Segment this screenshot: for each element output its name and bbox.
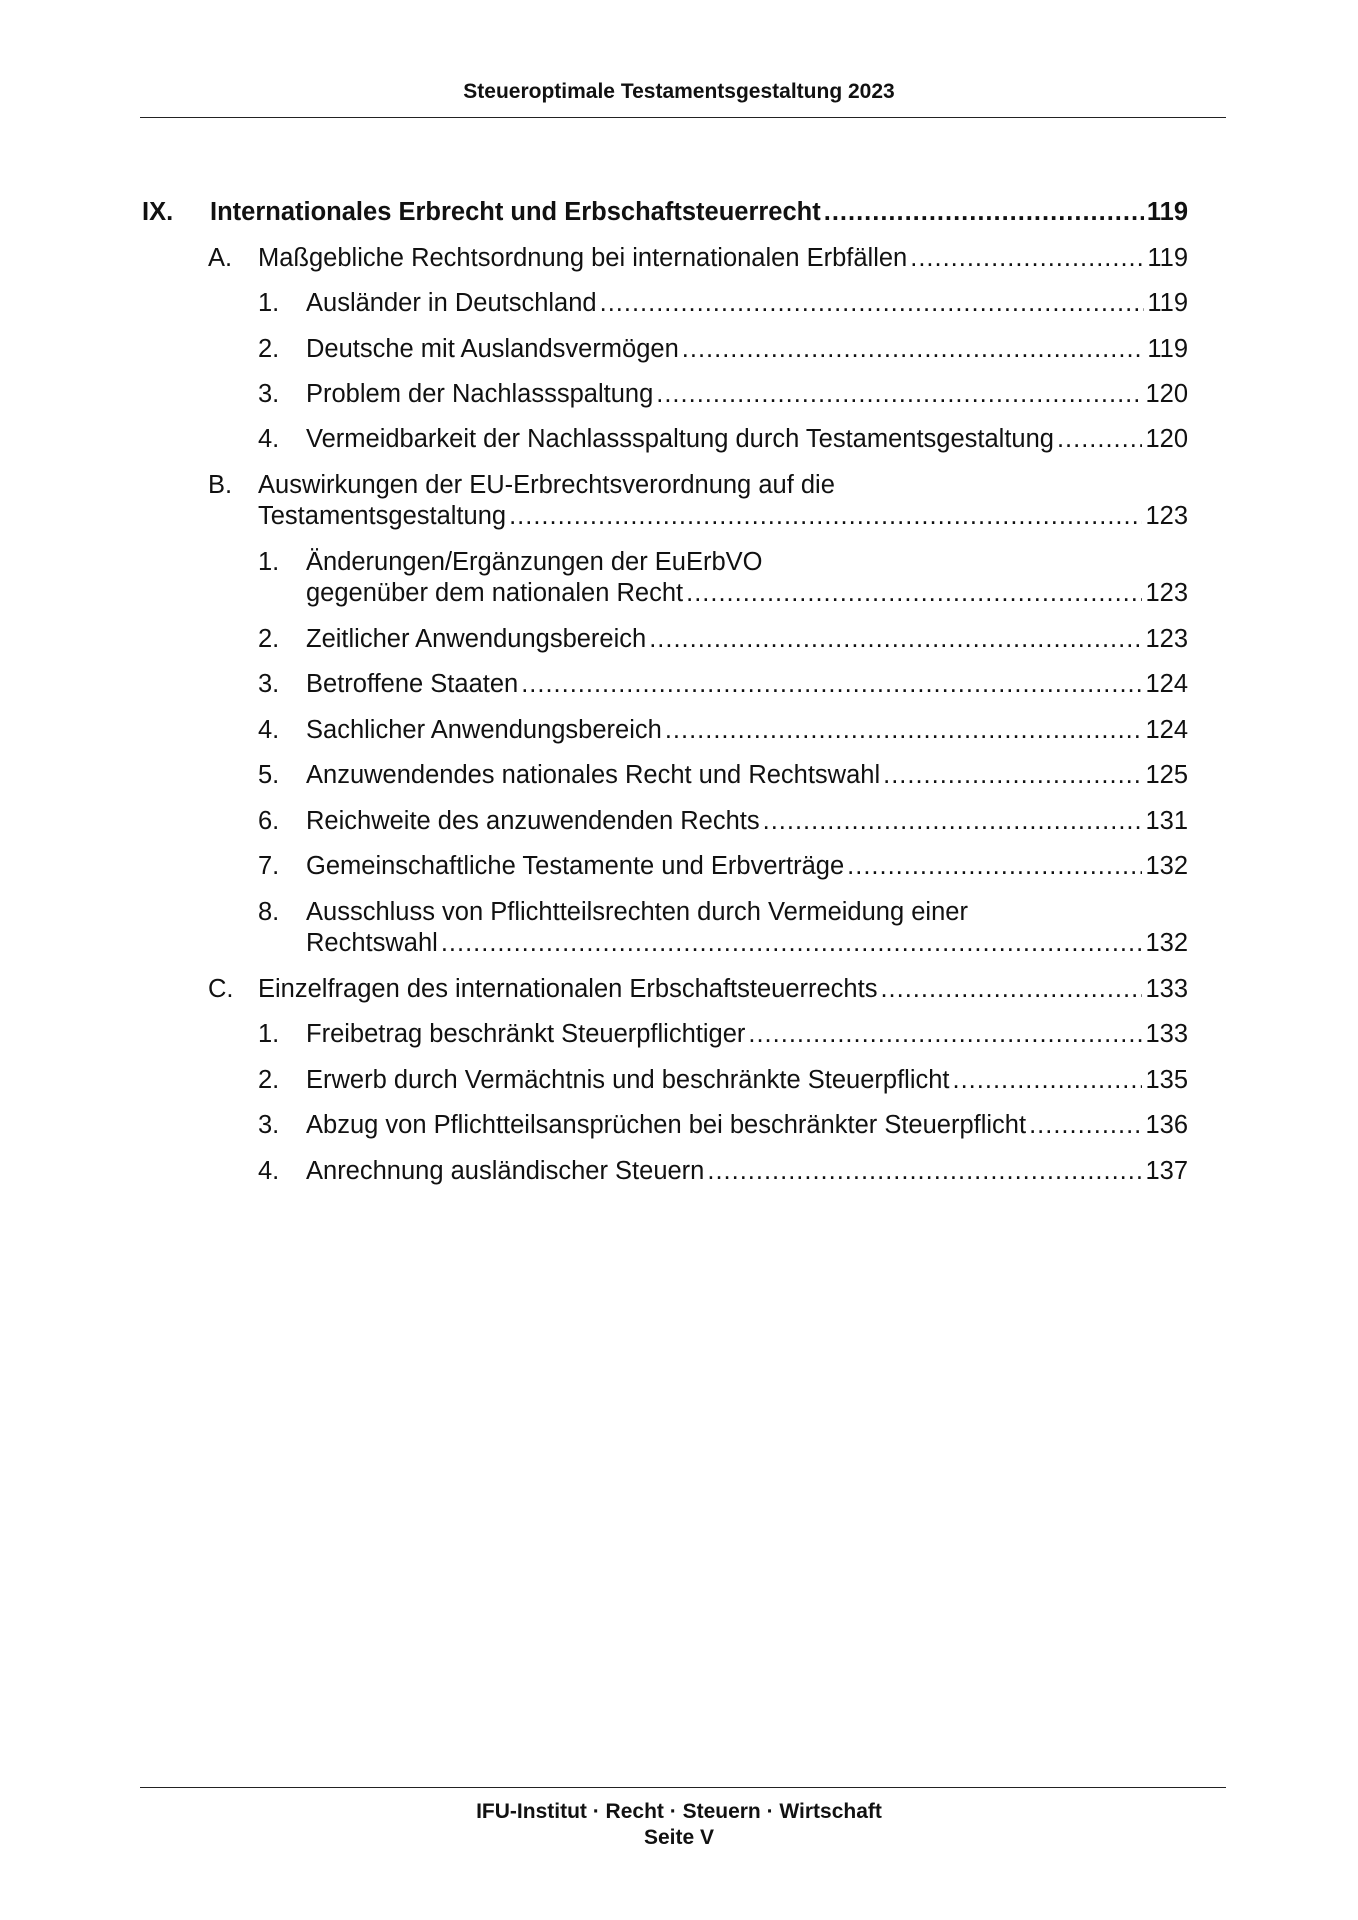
toc-page-number: 137 bbox=[1145, 1157, 1188, 1185]
toc-leader-dots bbox=[1057, 424, 1142, 455]
toc-item-title: Anzuwendendes nationales Recht und Rechtswahl bbox=[306, 761, 881, 789]
toc-item-title: Gemeinschaftliche Testamente und Erbverträge bbox=[306, 852, 845, 880]
toc-item-title: Betroffene Staaten bbox=[306, 670, 519, 698]
toc-item-a2[interactable] bbox=[0, 334, 1358, 365]
toc-leader-dots bbox=[600, 288, 1145, 319]
toc-leader-dots bbox=[953, 1065, 1143, 1096]
toc-item-title-line1: Änderungen/Ergänzungen der EuErbVO bbox=[306, 548, 763, 576]
toc-item-b4[interactable] bbox=[0, 715, 1358, 746]
toc-item-number: 5. bbox=[258, 761, 280, 789]
toc-item-number: 4. bbox=[258, 716, 280, 744]
toc-chapter-number: IX. bbox=[142, 198, 174, 226]
toc-item-title: Anrechnung ausländischer Steuern bbox=[306, 1157, 705, 1185]
toc-item-number: 4. bbox=[258, 1157, 280, 1185]
toc-page-number: 136 bbox=[1145, 1111, 1188, 1139]
toc-leader-dots bbox=[880, 974, 1142, 1005]
header-title: Steueroptimale Testamentsgestaltung 2023 bbox=[463, 80, 895, 103]
toc-section-title-line2: Testamentsgestaltung bbox=[258, 502, 507, 530]
toc-leader-dots bbox=[847, 851, 1142, 882]
toc-item-c4[interactable] bbox=[0, 1156, 1358, 1187]
toc-section-title: Maßgebliche Rechtsordnung bei internationalen Erbfällen bbox=[258, 244, 908, 272]
toc-item-number: 2. bbox=[258, 1066, 280, 1094]
toc-item-number: 1. bbox=[258, 1020, 280, 1048]
toc-page-number: 123 bbox=[1145, 502, 1188, 530]
toc-item-number: 3. bbox=[258, 670, 280, 698]
toc-item-title: Freibetrag beschränkt Steuerpflichtiger bbox=[306, 1020, 746, 1048]
toc-chapter-title: Internationales Erbrecht und Erbschaftsteuerrecht bbox=[210, 198, 821, 226]
toc-section-number: B. bbox=[208, 471, 233, 499]
footer-divider bbox=[140, 1787, 1226, 1788]
toc-item-a4[interactable] bbox=[0, 424, 1358, 455]
toc-item-title: Erwerb durch Vermächtnis und beschränkte Steuerpflicht bbox=[306, 1066, 950, 1094]
toc-item-title-line2: gegenüber dem nationalen Recht bbox=[306, 579, 684, 607]
toc-item-number: 3. bbox=[258, 380, 280, 408]
toc-leader-dots bbox=[682, 334, 1145, 365]
toc-page-number: 119 bbox=[1147, 289, 1188, 317]
toc-leader-dots bbox=[686, 578, 1142, 609]
toc-item-title: Reichweite des anzuwendenden Rechts bbox=[306, 807, 760, 835]
toc-page-number: 133 bbox=[1145, 1020, 1188, 1048]
toc-leader-dots bbox=[649, 624, 1142, 655]
toc-page-number: 119 bbox=[1146, 198, 1188, 226]
toc-item-b1[interactable] bbox=[0, 547, 1358, 609]
toc-page-number: 124 bbox=[1145, 670, 1188, 698]
toc-item-title: Abzug von Pflichtteilsansprüchen bei beschränkter Steuerpflicht bbox=[306, 1111, 1027, 1139]
toc-page-number: 125 bbox=[1145, 761, 1188, 789]
toc-item-b8[interactable] bbox=[0, 897, 1358, 959]
toc-page-number: 119 bbox=[1147, 335, 1188, 363]
toc-item-b5[interactable] bbox=[0, 760, 1358, 791]
toc-page-number: 123 bbox=[1145, 625, 1188, 653]
toc-item-number: 6. bbox=[258, 807, 280, 835]
toc-item-number: 4. bbox=[258, 425, 280, 453]
toc-item-number: 2. bbox=[258, 335, 280, 363]
toc-leader-dots bbox=[883, 760, 1142, 791]
toc-item-title-line2: Rechtswahl bbox=[306, 929, 438, 957]
toc-leader-dots bbox=[441, 928, 1143, 959]
toc-leader-dots bbox=[763, 806, 1143, 837]
toc-item-c1[interactable] bbox=[0, 1019, 1358, 1050]
toc-leader-dots bbox=[509, 501, 1142, 532]
toc-item-title: Vermeidbarkeit der Nachlassspaltung durch Testamentsgestaltung bbox=[306, 425, 1054, 453]
toc-page-number: 120 bbox=[1145, 380, 1188, 408]
toc-item-number: 8. bbox=[258, 898, 280, 926]
footer-page-number: Seite V bbox=[643, 1826, 715, 1849]
toc-page-number: 132 bbox=[1145, 852, 1188, 880]
toc-chapter-ix[interactable] bbox=[0, 197, 1358, 228]
toc-leader-dots bbox=[748, 1019, 1142, 1050]
toc-leader-dots bbox=[707, 1156, 1142, 1187]
toc-section-b[interactable] bbox=[0, 470, 1358, 532]
toc-item-c3[interactable] bbox=[0, 1110, 1358, 1141]
toc-item-c2[interactable] bbox=[0, 1065, 1358, 1096]
toc-item-b3[interactable] bbox=[0, 669, 1358, 700]
toc-section-number: A. bbox=[208, 244, 233, 272]
toc-item-b2[interactable] bbox=[0, 624, 1358, 655]
toc-item-title: Problem der Nachlassspaltung bbox=[306, 380, 654, 408]
toc-item-title: Sachlicher Anwendungsbereich bbox=[306, 716, 662, 744]
toc-section-c[interactable] bbox=[0, 974, 1358, 1005]
toc-item-title-line1: Ausschluss von Pflichtteilsrechten durch Vermeidung einer bbox=[306, 898, 968, 926]
toc-item-a3[interactable] bbox=[0, 379, 1358, 410]
toc-page-number: 120 bbox=[1145, 425, 1188, 453]
toc-page-number: 135 bbox=[1145, 1066, 1188, 1094]
toc-section-a[interactable] bbox=[0, 243, 1358, 274]
toc-item-number: 1. bbox=[258, 289, 280, 317]
toc-leader-dots bbox=[910, 243, 1144, 274]
header-divider bbox=[140, 117, 1226, 118]
toc-page-number: 132 bbox=[1145, 929, 1188, 957]
toc-section-title-line1: Auswirkungen der EU-Erbrechtsverordnung auf die bbox=[258, 471, 835, 499]
toc-page-number: 131 bbox=[1145, 807, 1188, 835]
toc-leader-dots bbox=[1029, 1110, 1142, 1141]
toc-item-b7[interactable] bbox=[0, 851, 1358, 882]
toc-section-title: Einzelfragen des internationalen Erbschaftsteuerrechts bbox=[258, 975, 878, 1003]
footer-publisher: IFU-Institut · Recht · Steuern · Wirtschaft bbox=[476, 1800, 882, 1823]
toc-section-number: C. bbox=[208, 975, 234, 1003]
toc-leader-dots bbox=[656, 379, 1142, 410]
toc-item-title: Zeitlicher Anwendungsbereich bbox=[306, 625, 647, 653]
toc-page-number: 123 bbox=[1145, 579, 1188, 607]
toc-page-number: 133 bbox=[1145, 975, 1188, 1003]
toc-leader-dots bbox=[665, 715, 1143, 746]
toc-page-number: 124 bbox=[1145, 716, 1188, 744]
toc-item-number: 1. bbox=[258, 548, 280, 576]
toc-item-number: 2. bbox=[258, 625, 280, 653]
toc-leader-dots bbox=[824, 197, 1144, 228]
toc-item-number: 7. bbox=[258, 852, 280, 880]
toc-leader-dots bbox=[521, 669, 1142, 700]
toc-page-number: 119 bbox=[1147, 244, 1188, 272]
toc-item-b6[interactable] bbox=[0, 806, 1358, 837]
toc-item-title: Deutsche mit Auslandsvermögen bbox=[306, 335, 679, 363]
toc-item-title: Ausländer in Deutschland bbox=[306, 289, 597, 317]
toc-item-number: 3. bbox=[258, 1111, 280, 1139]
toc-item-a1[interactable] bbox=[0, 288, 1358, 319]
